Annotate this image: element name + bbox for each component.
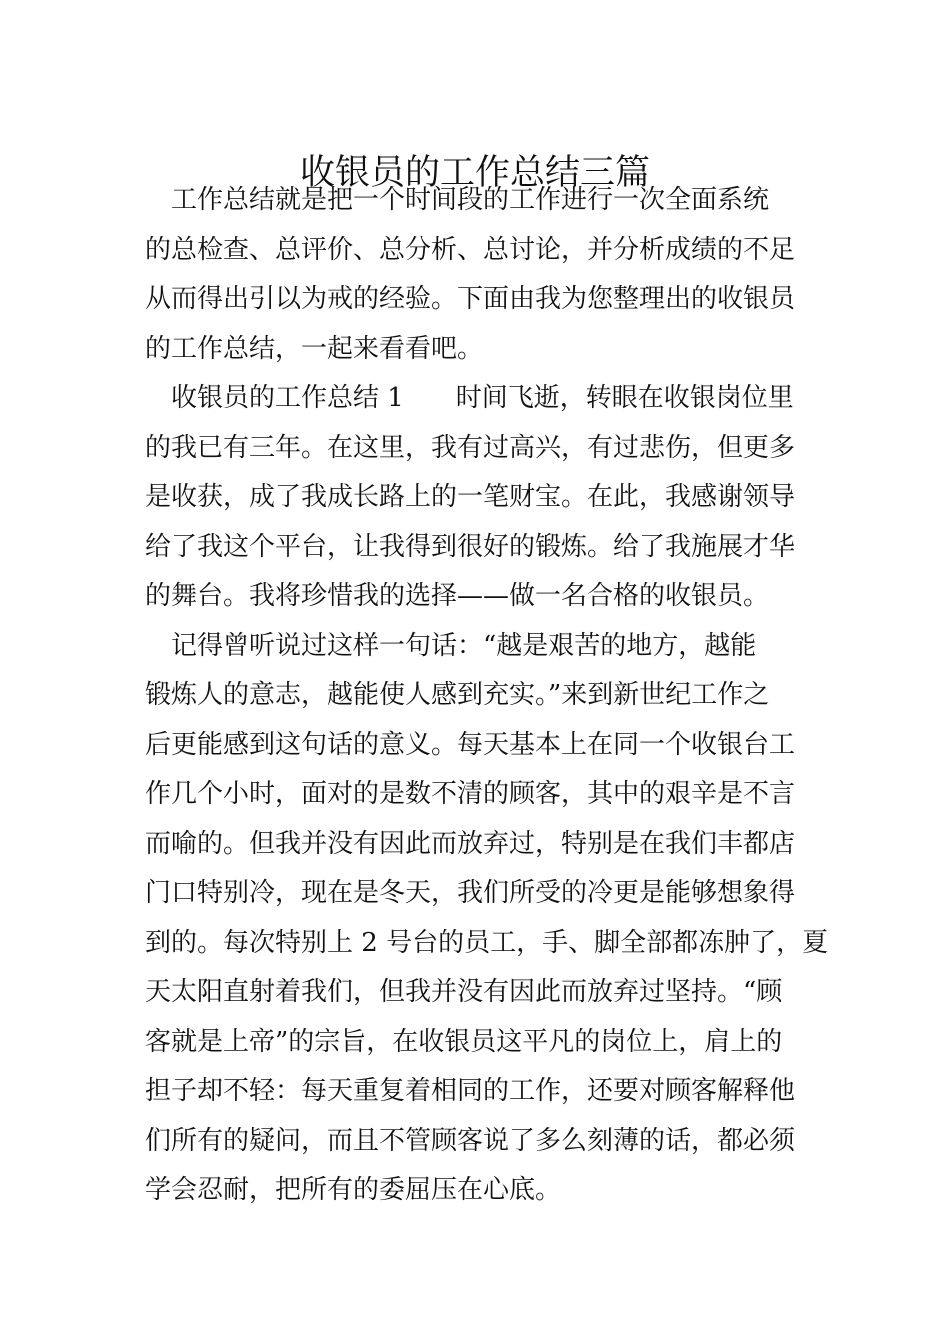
text-line: 从而得出引以为戒的经验。下面由我为您整理出的收银员	[145, 284, 796, 314]
text-line: 而喻的。但我并没有因此而放弃过，特别是在我们丰都店	[145, 828, 796, 859]
text-line: 锻炼人的意志，越能使人感到充实。”来到新世纪工作之	[145, 680, 770, 710]
text-line: 门口特别冷，现在是冬天，我们所受的冷更是能够想象得	[145, 878, 796, 908]
text-line: 到的。每次特别上 2 号台的员工，手、脚全部都冻肿了，夏	[145, 927, 829, 958]
text-line: 记得曾听说过这样一句话：“越是艰苦的地方，越能	[145, 630, 757, 661]
text-line: 们所有的疑问，而且不管顾客说了多么刻薄的话，都必须	[145, 1125, 796, 1156]
text-line: 天太阳直射着我们，但我并没有因此而放弃过坚持。“顾	[145, 977, 783, 1007]
text-line: 的总检查、总评价、总分析、总讨论，并分析成绩的不足	[145, 234, 796, 265]
text-line: 的工作总结，一起来看看吧。	[145, 333, 484, 364]
text-line: 收银员的工作总结 1 时间飞逝，转眼在收银岗位里	[145, 383, 794, 413]
text-line: 的舞台。我将珍惜我的选择——做一名合格的收银员。	[145, 581, 770, 611]
text-line: 是收获，成了我成长路上的一笔财宝。在此，我感谢领导	[145, 482, 796, 512]
document-title: 收银员的工作总结三篇	[299, 153, 650, 194]
text-line: 给了我这个平台，让我得到很好的锻炼。给了我施展才华	[145, 531, 796, 562]
text-line: 学会忍耐，把所有的委屈压在心底。	[145, 1175, 562, 1205]
text-line: 作几个小时，面对的是数不清的顾客，其中的艰辛是不言	[145, 779, 796, 809]
text-line: 客就是上帝”的宗旨，在收银员这平凡的岗位上，肩上的	[145, 1026, 783, 1057]
text-line: 担子却不轻：每天重复着相同的工作，还要对顾客解释他	[145, 1076, 796, 1106]
document-body	[145, 176, 829, 1216]
text-line: 后更能感到这句话的意义。每天基本上在同一个收银台工	[145, 729, 796, 760]
text-line: 的我已有三年。在这里，我有过高兴，有过悲伤，但更多	[145, 432, 796, 463]
text-line: 工作总结就是把一个时间段的工作进行一次全面系统	[145, 185, 770, 215]
